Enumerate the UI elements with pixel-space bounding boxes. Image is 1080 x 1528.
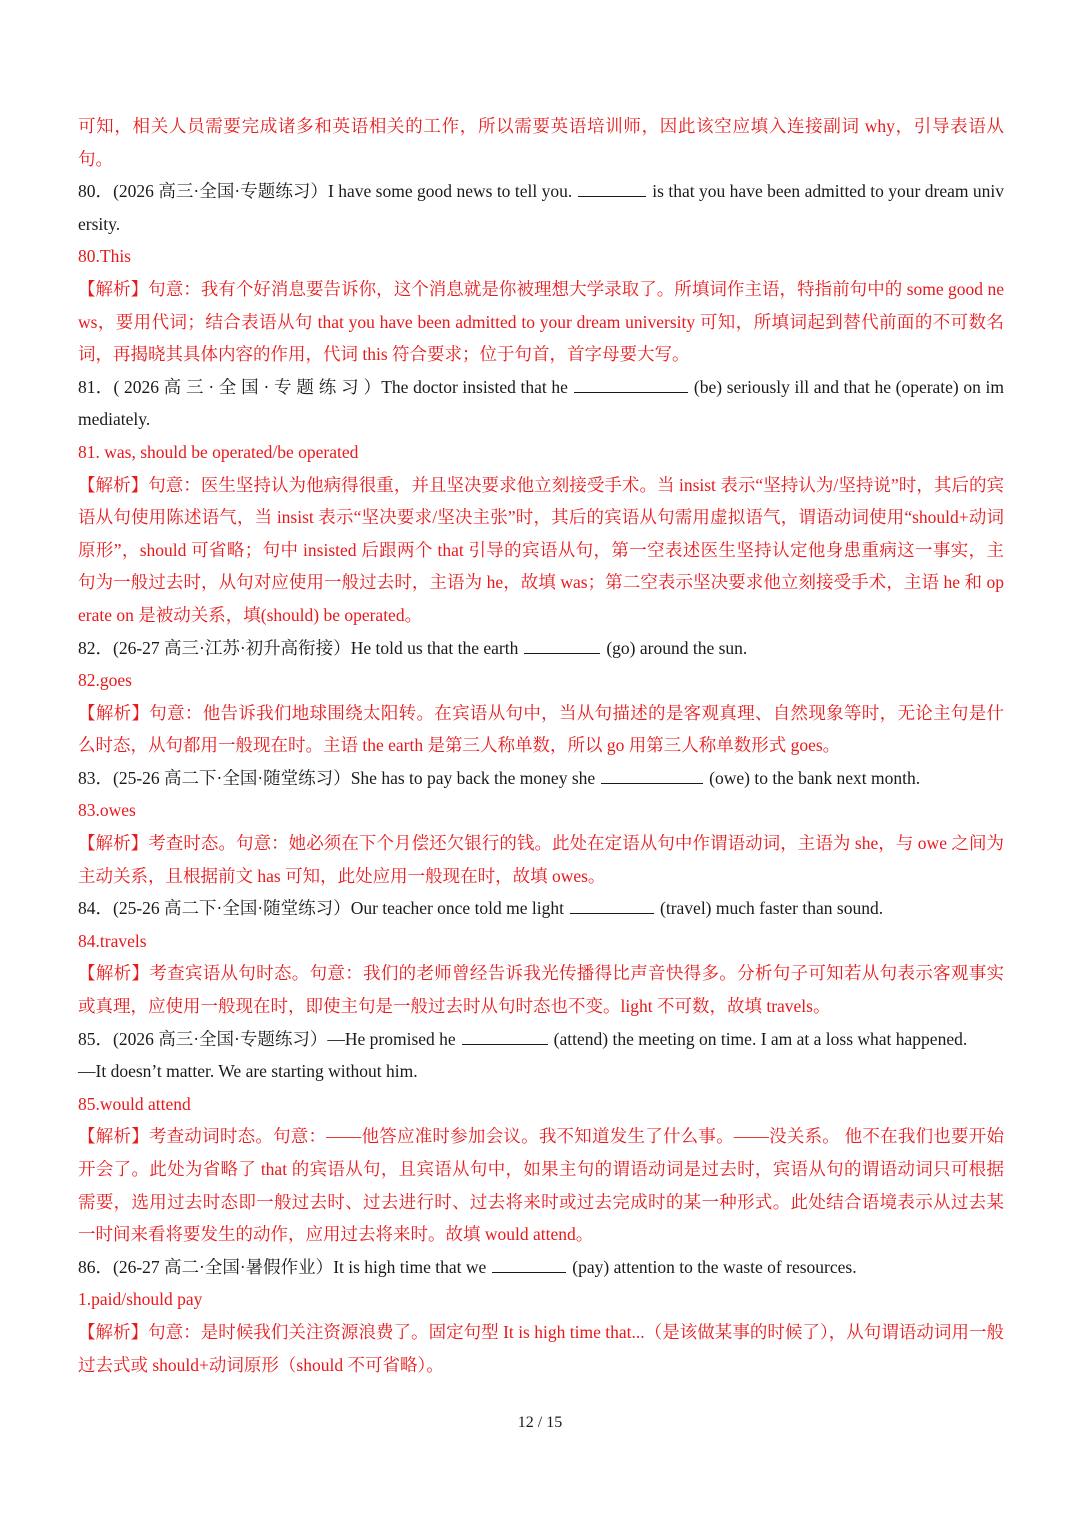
question-source: ( 2026 高 三 · 全 国 · 专 题 练 习 ）: [113, 376, 382, 397]
analysis-label: 【解析】: [78, 1321, 149, 1342]
analysis-paragraph: [78, 827, 1004, 892]
question-number: 80．: [78, 181, 114, 202]
answer-line: 82.goes: [78, 670, 132, 691]
question-text: (go) around the sun.: [606, 637, 748, 658]
question-number: 83．: [78, 767, 113, 788]
question-source: (2026 高三·全国·专题练习）: [113, 181, 328, 202]
question-item: [78, 175, 1004, 240]
question-source: (25-26 高二下·全国·随堂练习）: [113, 898, 351, 919]
dialogue-line: —It doesn’t matter. We are starting without him.: [78, 1061, 418, 1082]
question-text: I have some good news to tell you.: [327, 181, 573, 202]
question-number: 86．: [78, 1256, 113, 1277]
question-text: (attend) the meeting on time. I am at a loss what happened.: [553, 1028, 968, 1049]
analysis-label: 【解析】: [78, 963, 150, 984]
question-text: It is high time that we: [333, 1256, 487, 1277]
question-item: [78, 762, 1004, 795]
analysis-text: 考查时态。句意：她必须在下个月偿还欠银行的钱。此处在定语从句中作谓语动词，主语为 she，与 owe 之间为主动关系，且根据前文 has 可知，此处应用一般现在时，故填 owes。: [78, 833, 1005, 886]
question-text: He told us that the earth: [350, 637, 519, 658]
answer-blank: [601, 765, 703, 784]
analysis-text: 考查动词时态。句意：——他答应准时参加会议。我不知道发生了什么事。——没关系。 他不在我们也要开始开会了。此处为省略了 that 的宾语从句，且宾语从句中，如果主句的谓语动词是过去时，宾语从句的谓语动词只可根据需要，选用过去时态即一般过去时、过去进行时、过去将来时或过去完成时的某一种形式。此处结合语境表示从过去某一时间来看将要发生的动作，应用过去将来时。故填 would attend。: [78, 1126, 1005, 1245]
answer-line: 83.owes: [78, 800, 136, 821]
analysis-paragraph: [78, 273, 1004, 371]
question-source: (26-27 高二·全国·暑假作业）: [113, 1256, 334, 1277]
analysis-text: 句意：医生坚持认为他病得很重，并且坚决要求他立刻接受手术。当 insist 表示“坚持认为/坚持说”时，其后的宾语从句使用陈述语气，当 insist 表示“坚决要求/坚决主张”时，其后的宾语从句需用虚拟语气，谓语动词使用“should+动词原形”，should 可省略；句中 insisted 后跟两个 that 引导的宾语从句，第一空表述医生坚持认定他身患重病这一事实，主句为一般过去时，从句对应使用一般过去时，主语为 he，故填 was；第二空表示坚决要求他立刻接受手术，主语 he 和 operate on 是被动关系，填(should) be operated。: [78, 474, 1004, 625]
question-number: 85．: [78, 1028, 113, 1049]
question-item: [78, 892, 1004, 925]
answer-blank: [462, 1026, 548, 1045]
analysis-text: 可知，相关人员需要完成诸多和英语相关的工作，所以需要英语培训师，因此该空应填入连接副词 why，引导表语从句。: [78, 116, 1004, 169]
answer-blank: [492, 1254, 566, 1273]
page-number: 12 / 15: [517, 1414, 563, 1431]
analysis-text: 句意：我有个好消息要告诉你，这个消息就是你被理想大学录取了。所填词作主语，特指前句中的 some good news，要用代词；结合表语从句 that you have been admitted to your dream university 可知，所填词起到替代前面的不可数名词，再揭晓其具体内容的作用，代词 this 符合要求；位于句首，首字母要大写。: [78, 278, 1004, 365]
document-body: [78, 110, 1004, 1381]
question-number: 81．: [78, 376, 114, 397]
question-text: (travel) much faster than sound.: [660, 898, 884, 919]
analysis-label: 【解析】: [78, 833, 149, 854]
question-text: (pay) attention to the waste of resources.: [572, 1256, 857, 1277]
analysis-paragraph: [78, 110, 1004, 175]
question-source: (26-27 高三·江苏·初升高衔接）: [113, 637, 351, 658]
answer-line: 84.travels: [78, 930, 147, 951]
question-item: [78, 1251, 1004, 1284]
answer-blank: [570, 895, 654, 914]
analysis-label: 【解析】: [78, 278, 149, 299]
question-item: [78, 632, 1004, 665]
analysis-paragraph: [78, 1316, 1004, 1381]
analysis-text: 句意：他告诉我们地球围绕太阳转。在宾语从句中，当从句描述的是客观真理、自然现象等时，无论主句是什么时态，从句都用一般现在时。主语 the earth 是第三人称单数，所以 go 用第三人称单数形式 goes。: [78, 702, 1005, 756]
analysis-text: 考查宾语从句时态。句意：我们的老师曾经告诉我光传播得比声音快得多。分析句子可知若从句表示客观事实或真理，应使用一般现在时，即使主句是一般过去时从句时态也不变。light 不可数，故填 travels。: [78, 963, 1005, 1017]
answer-blank: [578, 178, 646, 197]
question-source: (2026 高三·全国·专题练习）: [113, 1028, 328, 1049]
question-text: Our teacher once told me light: [350, 898, 565, 919]
question-number: 84．: [78, 898, 113, 919]
question-text: (owe) to the bank next month.: [709, 767, 921, 788]
analysis-paragraph: [78, 1120, 1004, 1250]
answer-line: 80.This: [78, 246, 131, 267]
analysis-paragraph: [78, 469, 1004, 632]
question-source: (25-26 高二下·全国·随堂练习）: [113, 767, 351, 788]
question-text: is that you have been admitted to your dream university.: [78, 181, 1005, 234]
analysis-paragraph: [78, 697, 1004, 762]
analysis-paragraph: [78, 957, 1004, 1022]
answer-line: 1.paid/should pay: [78, 1289, 203, 1310]
question-item: [78, 371, 1004, 436]
answer-line: 81. was, should be operated/be operated: [78, 441, 359, 462]
question-text: The doctor insisted that he: [381, 376, 568, 397]
analysis-text: 句意：是时候我们关注资源浪费了。固定句型 It is high time that...（是该做某事的时候了），从句谓语动词用一般过去式或 should+动词原形（should 不可省略）。: [78, 1321, 1004, 1375]
analysis-label: 【解析】: [78, 474, 149, 495]
question-text: —He promised he: [327, 1028, 456, 1049]
analysis-label: 【解析】: [78, 1126, 149, 1147]
question-item: [78, 1023, 1004, 1056]
answer-line: 85.would attend: [78, 1093, 191, 1114]
question-text: (be) seriously ill and that he (operate) on immediately.: [78, 376, 1004, 430]
answer-blank: [574, 374, 688, 393]
question-text: She has to pay back the money she: [350, 767, 596, 788]
question-number: 82．: [78, 637, 113, 658]
analysis-label: 【解析】: [78, 702, 150, 723]
answer-blank: [524, 635, 600, 654]
